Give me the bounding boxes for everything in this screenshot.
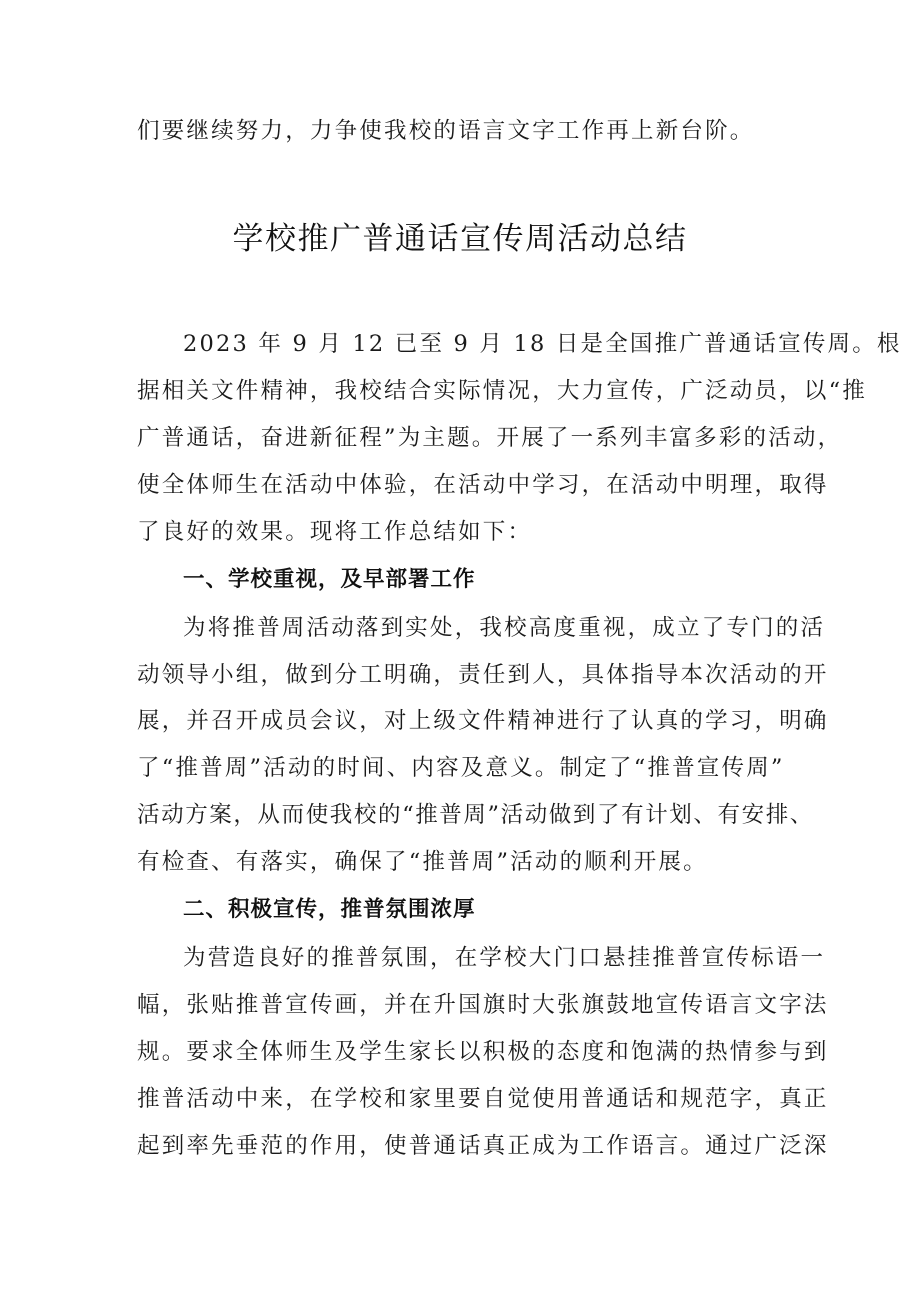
intro-line-5: 了良好的效果。现将工作总结如下： xyxy=(137,519,533,545)
section1-line-5: 活动方案，从而使我校的“推普周”活动做到了有计划、有安排、 xyxy=(137,802,814,828)
section-heading-2: 二、积极宣传，推普氛围浓厚 xyxy=(183,897,476,922)
section-heading-1: 一、学校重视，及早部署工作 xyxy=(183,567,476,592)
section1-line-1: 为将推普周活动落到实处，我校高度重视，成立了专门的活 xyxy=(183,615,826,641)
intro-line-3: 广普通话，奋进新征程”为主题。开展了一系列丰富多彩的活动， xyxy=(137,425,843,451)
document-title: 学校推广普通话宣传周活动总结 xyxy=(232,221,688,257)
section2-line-2: 幅，张贴推普宣传画，并在升国旗时大张旗鼓地宣传语言文字法 xyxy=(137,992,829,1018)
carryover-paragraph-line: 们要继续努力，力争使我校的语言文字工作再上新台阶。 xyxy=(137,118,755,144)
section2-line-5: 起到率先垂范的作用，使普通话真正成为工作语言。通过广泛深 xyxy=(137,1133,829,1159)
intro-line-4: 使全体师生在活动中体验，在活动中学习，在活动中明理，取得 xyxy=(137,472,829,498)
section1-line-2: 动领导小组，做到分工明确，责任到人，具体指导本次活动的开 xyxy=(137,662,829,688)
intro-line-1: 2023 年 9 月 12 已至 9 月 18 日是全国推广普通话宣传周。根 xyxy=(183,331,902,357)
section2-line-1: 为营造良好的推普氛围，在学校大门口悬挂推普宣传标语一 xyxy=(183,945,826,971)
section2-line-3: 规。要求全体师生及学生家长以积极的态度和饱满的热情参与到 xyxy=(137,1039,829,1065)
section1-line-4: 了“推普周”活动的时间、内容及意义。制定了“推普宣传周” xyxy=(137,755,785,781)
section1-line-3: 展，并召开成员会议，对上级文件精神进行了认真的学习，明确 xyxy=(137,708,829,734)
section2-line-4: 推普活动中来，在学校和家里要自觉使用普通话和规范字，真正 xyxy=(137,1086,829,1112)
section1-line-6: 有检查、有落实，确保了“推普周”活动的顺利开展。 xyxy=(137,849,708,875)
intro-line-2: 据相关文件精神，我校结合实际情况，大力宣传，广泛动员，以“推 xyxy=(137,378,868,404)
